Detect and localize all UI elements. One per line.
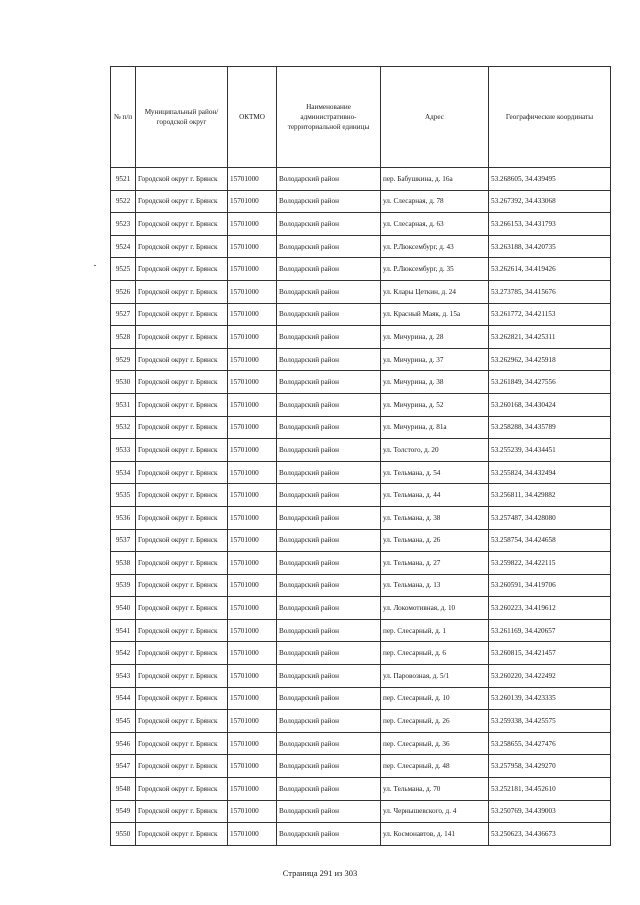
address-cell: пер. Бабушкина, д. 16а [381,168,489,191]
unit-cell: Володарский район [277,529,381,552]
address-cell: ул. Тельмана, д. 38 [381,506,489,529]
oktmo-cell: 15701000 [228,665,277,688]
coordinates-cell: 53.259822, 34.422115 [489,552,611,575]
table-row [111,506,611,529]
unit-cell: Володарский район [277,484,381,507]
row-number-cell: 9541 [111,619,136,642]
oktmo-cell: 15701000 [228,280,277,303]
address-cell: ул. Слесарная, д. 78 [381,190,489,213]
coordinates-cell: 53.260223, 34.419612 [489,597,611,620]
unit-cell: Володарский район [277,619,381,642]
coordinates-cell: 53.250623, 34.436673 [489,823,611,846]
district-cell: Городской округ г. Брянск [136,642,228,665]
coordinates-cell: 53.250769, 34.439003 [489,800,611,823]
row-number-cell: 9527 [111,303,136,326]
unit-cell: Володарский район [277,416,381,439]
address-cell: пер. Слесарный, д. 36 [381,732,489,755]
coordinates-cell: 53.268605, 34.439495 [489,168,611,191]
oktmo-cell: 15701000 [228,755,277,778]
coordinates-cell: 53.262614, 34.419426 [489,258,611,281]
coordinates-cell: 53.257487, 34.428080 [489,506,611,529]
oktmo-cell: 15701000 [228,326,277,349]
scan-speck [94,265,96,266]
unit-cell: Володарский район [277,371,381,394]
row-number-cell: 9530 [111,371,136,394]
table-row [111,461,611,484]
district-cell: Городской округ г. Брянск [136,506,228,529]
coordinates-cell: 53.255824, 34.432494 [489,461,611,484]
address-cell: ул. Космонавтов, д. 141 [381,823,489,846]
coordinates-cell: 53.273785, 34.415676 [489,280,611,303]
oktmo-cell: 15701000 [228,642,277,665]
row-number-cell: 9546 [111,732,136,755]
oktmo-cell: 15701000 [228,484,277,507]
coordinates-cell: 53.260220, 34.422492 [489,665,611,688]
table-row [111,484,611,507]
oktmo-cell: 15701000 [228,213,277,236]
table-row [111,552,611,575]
coordinates-cell: 53.255239, 34.434451 [489,439,611,462]
row-number-cell: 9540 [111,597,136,620]
unit-cell: Володарский район [277,393,381,416]
header-cell-oktmo: ОКТМО [228,67,277,168]
row-number-cell: 9531 [111,393,136,416]
address-cell: ул. Мичурина, д. 37 [381,348,489,371]
coordinates-cell: 53.259338, 34.425575 [489,710,611,733]
coordinates-cell: 53.260168, 34.430424 [489,393,611,416]
oktmo-cell: 15701000 [228,529,277,552]
row-number-cell: 9542 [111,642,136,665]
unit-cell: Володарский район [277,732,381,755]
data-table [110,66,611,846]
header-cell-number: № п/п [111,67,136,168]
oktmo-cell: 15701000 [228,710,277,733]
coordinates-cell: 53.258288, 34.435789 [489,416,611,439]
table-row [111,710,611,733]
oktmo-cell: 15701000 [228,416,277,439]
unit-cell: Володарский район [277,213,381,236]
address-cell: пер. Слесарный, д. 48 [381,755,489,778]
address-cell: пер. Слесарный, д. 6 [381,642,489,665]
table-row [111,800,611,823]
district-cell: Городской округ г. Брянск [136,732,228,755]
address-cell: ул. Слесарная, д. 63 [381,213,489,236]
address-cell: ул. Тельмана, д. 13 [381,574,489,597]
oktmo-cell: 15701000 [228,190,277,213]
district-cell: Городской округ г. Брянск [136,258,228,281]
table-row [111,213,611,236]
table-row [111,235,611,258]
unit-cell: Володарский район [277,800,381,823]
district-cell: Городской округ г. Брянск [136,190,228,213]
district-cell: Городской округ г. Брянск [136,416,228,439]
unit-cell: Володарский район [277,280,381,303]
oktmo-cell: 15701000 [228,597,277,620]
oktmo-cell: 15701000 [228,506,277,529]
address-cell: ул. Чернышевского, д. 4 [381,800,489,823]
address-cell: пер. Слесарный, д. 1 [381,619,489,642]
table-row [111,348,611,371]
oktmo-cell: 15701000 [228,439,277,462]
address-cell: ул. Мичурина, д. 38 [381,371,489,394]
district-cell: Городской округ г. Брянск [136,439,228,462]
table-row [111,687,611,710]
unit-cell: Володарский район [277,439,381,462]
district-cell: Городской округ г. Брянск [136,778,228,801]
header-row [111,67,611,168]
coordinates-cell: 53.266153, 34.431793 [489,213,611,236]
unit-cell: Володарский район [277,574,381,597]
district-cell: Городской округ г. Брянск [136,484,228,507]
table-row [111,371,611,394]
address-cell: ул. Тельмана, д. 70 [381,778,489,801]
address-cell: пер. Слесарный, д. 10 [381,687,489,710]
address-cell: ул. Р.Люксембург, д. 43 [381,235,489,258]
oktmo-cell: 15701000 [228,393,277,416]
row-number-cell: 9532 [111,416,136,439]
row-number-cell: 9526 [111,280,136,303]
oktmo-cell: 15701000 [228,371,277,394]
row-number-cell: 9537 [111,529,136,552]
district-cell: Городской округ г. Брянск [136,597,228,620]
row-number-cell: 9521 [111,168,136,191]
district-cell: Городской округ г. Брянск [136,348,228,371]
district-cell: Городской округ г. Брянск [136,303,228,326]
table-row [111,280,611,303]
oktmo-cell: 15701000 [228,258,277,281]
district-cell: Городской округ г. Брянск [136,280,228,303]
unit-cell: Володарский район [277,258,381,281]
district-cell: Городской округ г. Брянск [136,755,228,778]
district-cell: Городской округ г. Брянск [136,687,228,710]
district-cell: Городской округ г. Брянск [136,213,228,236]
row-number-cell: 9538 [111,552,136,575]
address-cell: ул. Тельмана, д. 54 [381,461,489,484]
row-number-cell: 9539 [111,574,136,597]
oktmo-cell: 15701000 [228,619,277,642]
row-number-cell: 9536 [111,506,136,529]
district-cell: Городской округ г. Брянск [136,529,228,552]
district-cell: Городской округ г. Брянск [136,619,228,642]
page-number: Страница 291 из 303 [282,868,358,878]
header-cell-district: Муниципальный район/городской округ [136,67,228,168]
unit-cell: Володарский район [277,506,381,529]
oktmo-cell: 15701000 [228,348,277,371]
oktmo-cell: 15701000 [228,552,277,575]
row-number-cell: 9533 [111,439,136,462]
table-row [111,258,611,281]
table-row [111,190,611,213]
oktmo-cell: 15701000 [228,800,277,823]
row-number-cell: 9535 [111,484,136,507]
district-cell: Городской округ г. Брянск [136,800,228,823]
address-cell: ул. Паровозная, д. 5/1 [381,665,489,688]
row-number-cell: 9528 [111,326,136,349]
header-cell-coordinates: Географические координаты [489,67,611,168]
unit-cell: Володарский район [277,461,381,484]
coordinates-cell: 53.262962, 34.425918 [489,348,611,371]
coordinates-cell: 53.256811, 34.429882 [489,484,611,507]
row-number-cell: 9523 [111,213,136,236]
table-row [111,439,611,462]
header-cell-address: Адрес [381,67,489,168]
row-number-cell: 9543 [111,665,136,688]
unit-cell: Володарский район [277,823,381,846]
oktmo-cell: 15701000 [228,778,277,801]
table-row [111,326,611,349]
address-cell: ул. Красный Маяк, д. 15а [381,303,489,326]
district-cell: Городской округ г. Брянск [136,371,228,394]
oktmo-cell: 15701000 [228,303,277,326]
unit-cell: Володарский район [277,348,381,371]
unit-cell: Володарский район [277,597,381,620]
oktmo-cell: 15701000 [228,461,277,484]
address-cell: ул. Тельмана, д. 27 [381,552,489,575]
row-number-cell: 9550 [111,823,136,846]
unit-cell: Володарский район [277,665,381,688]
table-row [111,823,611,846]
unit-cell: Володарский район [277,642,381,665]
address-cell: ул. Толстого, д. 20 [381,439,489,462]
coordinates-cell: 53.261849, 34.427556 [489,371,611,394]
district-cell: Городской округ г. Брянск [136,552,228,575]
oktmo-cell: 15701000 [228,732,277,755]
unit-cell: Володарский район [277,755,381,778]
district-cell: Городской округ г. Брянск [136,574,228,597]
row-number-cell: 9524 [111,235,136,258]
oktmo-cell: 15701000 [228,687,277,710]
unit-cell: Володарский район [277,710,381,733]
coordinates-cell: 53.260815, 34.421457 [489,642,611,665]
oktmo-cell: 15701000 [228,235,277,258]
table-row [111,393,611,416]
unit-cell: Володарский район [277,687,381,710]
header-cell-unit: Наименование административно-территориальной единицы [277,67,381,168]
coordinates-cell: 53.263188, 34.420735 [489,235,611,258]
table-row [111,619,611,642]
row-number-cell: 9549 [111,800,136,823]
table-row [111,168,611,191]
address-cell: ул. Тельмана, д. 26 [381,529,489,552]
table-row [111,574,611,597]
row-number-cell: 9548 [111,778,136,801]
row-number-cell: 9522 [111,190,136,213]
coordinates-cell: 53.252181, 34.452610 [489,778,611,801]
address-cell: ул. Р.Люксембург, д. 35 [381,258,489,281]
table-row [111,732,611,755]
district-cell: Городской округ г. Брянск [136,461,228,484]
coordinates-cell: 53.257958, 34.429270 [489,755,611,778]
oktmo-cell: 15701000 [228,168,277,191]
district-cell: Городской округ г. Брянск [136,168,228,191]
unit-cell: Володарский район [277,168,381,191]
district-cell: Городской округ г. Брянск [136,710,228,733]
district-cell: Городской округ г. Брянск [136,235,228,258]
address-cell: ул. Локомотивная, д. 10 [381,597,489,620]
address-cell: ул. Мичурина, д. 52 [381,393,489,416]
address-cell: пер. Слесарный, д. 26 [381,710,489,733]
coordinates-cell: 53.261169, 34.420657 [489,619,611,642]
table-row [111,529,611,552]
address-cell: ул. Клары Цеткин, д. 24 [381,280,489,303]
unit-cell: Володарский район [277,326,381,349]
district-cell: Городской округ г. Брянск [136,665,228,688]
table-row [111,642,611,665]
unit-cell: Володарский район [277,778,381,801]
unit-cell: Володарский район [277,190,381,213]
district-cell: Городской округ г. Брянск [136,393,228,416]
table-row [111,416,611,439]
row-number-cell: 9534 [111,461,136,484]
unit-cell: Володарский район [277,552,381,575]
coordinates-cell: 53.260139, 34.423335 [489,687,611,710]
coordinates-cell: 53.260591, 34.419706 [489,574,611,597]
oktmo-cell: 15701000 [228,574,277,597]
table-row [111,778,611,801]
table-row [111,597,611,620]
coordinates-cell: 53.261772, 34.421153 [489,303,611,326]
coordinates-cell: 53.267392, 34.433068 [489,190,611,213]
row-number-cell: 9545 [111,710,136,733]
row-number-cell: 9547 [111,755,136,778]
address-cell: ул. Мичурина, д. 28 [381,326,489,349]
oktmo-cell: 15701000 [228,823,277,846]
table-body [111,168,611,846]
table-row [111,755,611,778]
row-number-cell: 9525 [111,258,136,281]
district-cell: Городской округ г. Брянск [136,326,228,349]
district-cell: Городской округ г. Брянск [136,823,228,846]
row-number-cell: 9529 [111,348,136,371]
coordinates-cell: 53.262821, 34.425311 [489,326,611,349]
unit-cell: Володарский район [277,303,381,326]
unit-cell: Володарский район [277,235,381,258]
address-cell: ул. Тельмана, д. 44 [381,484,489,507]
table-header [111,67,611,168]
table-row [111,665,611,688]
coordinates-cell: 53.258754, 34.424658 [489,529,611,552]
table-row [111,303,611,326]
row-number-cell: 9544 [111,687,136,710]
address-cell: ул. Мичурина, д. 81а [381,416,489,439]
coordinates-cell: 53.258655, 34.427476 [489,732,611,755]
